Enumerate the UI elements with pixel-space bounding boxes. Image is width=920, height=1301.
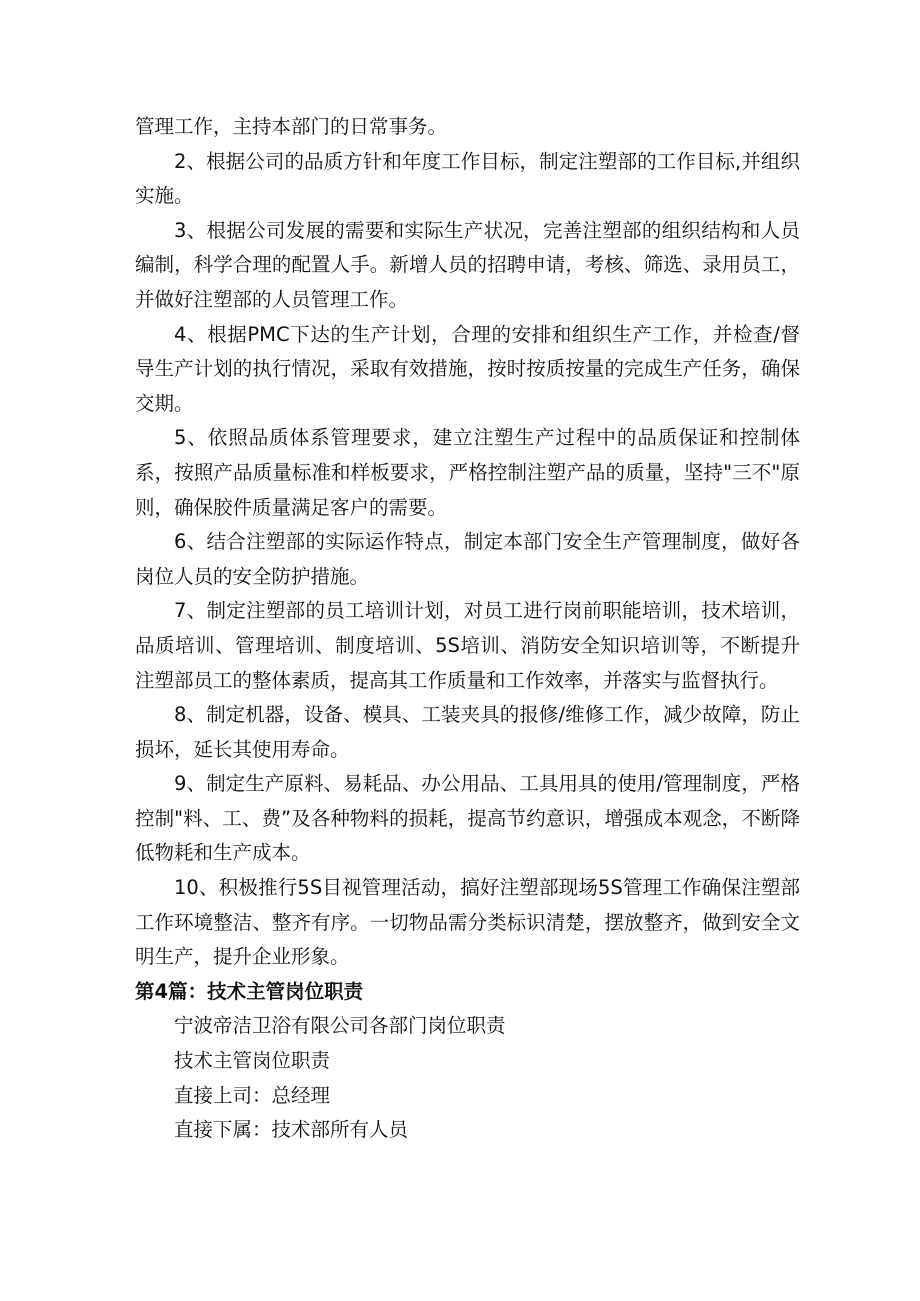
company-line: 宁波帝洁卫浴有限公司各部门岗位职责 (174, 1014, 506, 1038)
direct-subordinates: 直接下属：技术部所有人员 (174, 1118, 409, 1142)
duty-item-9: 9、制定生产原料、易耗品、办公用品、工具用具的使用/管理制度，严格控制"料、工、费”及各种物料的损耗，提高节约意识，增强成本观念，不断降低物耗和生产成本。 (135, 772, 800, 865)
section-heading: 第4篇：技术主管岗位职责 (135, 979, 364, 1003)
duty-item-10: 10、积极推行5S目视管理活动，搞好注塑部现场5S管理工作确保注塑部工作环境整洁、整齐有序。一切物品需分类标识清楚，摆放整齐，做到安全文明生产，提升企业形象。 (135, 876, 800, 969)
direct-superior: 直接上司：总经理 (174, 1083, 331, 1107)
duty-item-3: 3、根据公司发展的需要和实际生产状况，完善注塑部的组织结构和人员编制，科学合理的配置人手。新增人员的招聘申请，考核、筛选、录用员工，并做好注塑部的人员管理工作。 (135, 218, 800, 311)
duty-item-5: 5、依照品质体系管理要求，建立注塑生产过程中的品质保证和控制体系，按照产品质量标准和样板要求，严格控制注塑产品的质量，坚持"三不"原则，确保胶件质量满足客户的需要。 (135, 426, 800, 519)
duty-item-2: 2、根据公司的品质方针和年度工作目标，制定注塑部的工作目标,并组织实施。 (135, 149, 800, 208)
document-body (135, 110, 800, 1148)
position-title: 技术主管岗位职责 (174, 1049, 331, 1073)
duty-item-8: 8、制定机器，设备、模具、工装夹具的报修/维修工作，减少故障，防止损坏，延长其使用寿命。 (135, 703, 800, 761)
duty-item-6: 6、结合注塑部的实际运作特点，制定本部门安全生产管理制度，做好各岗位人员的安全防护措施。 (135, 530, 800, 588)
duty-item-7: 7、制定注塑部的员工培训计划，对员工进行岗前职能培训，技术培训，品质培训、管理培训、制度培训、5S培训、消防安全知识培训等，不断提升注塑部员工的整体素质，提高其工作质量和工作效率，并落实与监督执行。 (135, 599, 800, 692)
duty-item-4: 4、根据PMC下达的生产计划，合理的安排和组织生产工作，并检查/督导生产计划的执行情况，采取有效措施，按时按质按量的完成生产任务，确保交期。 (135, 322, 800, 415)
continued-paragraph: 管理工作，主持本部门的日常事务。 (135, 115, 448, 138)
